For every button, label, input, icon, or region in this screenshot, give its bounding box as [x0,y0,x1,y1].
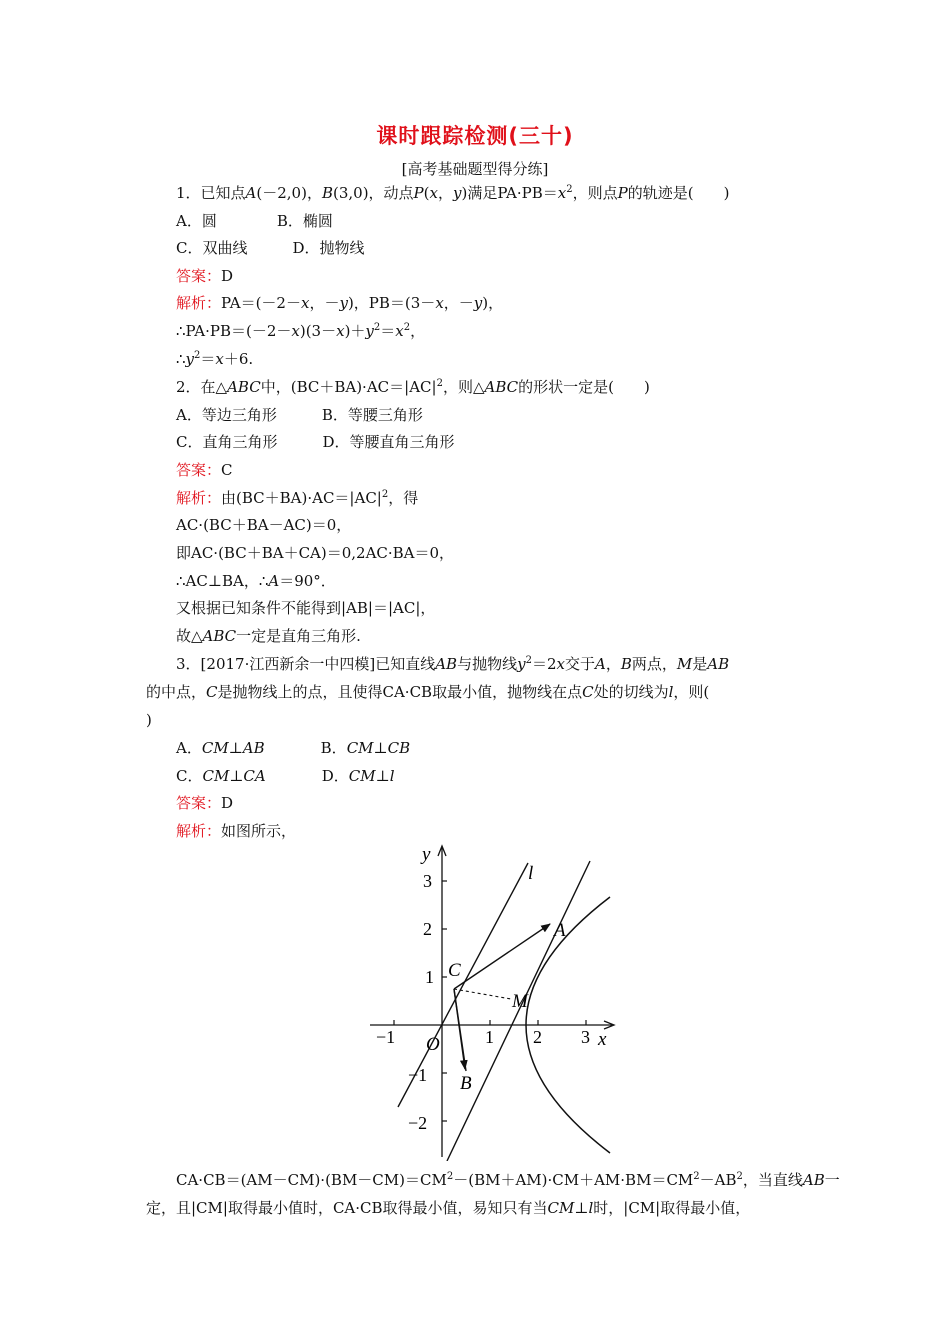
point-m-label: M [512,991,528,1012]
q1-options-ab: A．圆 B．椭圆 [176,212,333,230]
x-tick-label: 1 [485,1027,494,1047]
x-tick-label: −1 [376,1027,396,1047]
y-tick-label: −2 [408,1113,428,1133]
line-l-label: l [528,863,534,884]
x-tick-label: 3 [581,1027,590,1047]
q2-solution-6: 故△ABC一定是直角三角形. [176,627,361,645]
q1-options-cd: C．双曲线 D．抛物线 [176,239,365,257]
q2-solution-3: 即AC·(BC＋BA＋CA)＝0,2AC·BA＝0， [176,544,455,562]
section-subtitle: [高考基础题型得分练] [401,160,549,178]
q1-solution-2: $\therefore PA\cdot PB=(-2-x)(3-x)+y^2=x^2$， [176,322,426,340]
page-title: 课时跟踪检测(三十) [376,124,574,148]
q2-answer: 答案：C [176,461,233,479]
y-tick-label: 1 [425,967,434,987]
q3-options-cd: C．CM⊥CA D．CM⊥l [176,767,395,785]
q1-stem: 1．已知点A(－2,0)，B(3,0)，动点P(x，y)满足$PA\cdot PB=x^2$，则点P的轨迹是( ) [176,184,730,202]
q1-solution-3: $\therefore y^2=x+6$. [176,350,254,368]
q3-solution-intro: 解析：如图所示， [176,822,297,840]
segment-cb [454,989,466,1071]
x-tick-label: 2 [533,1027,542,1047]
q3-stem-2: 的中点，C是抛物线上的点，且使得CA·CB取最小值，抛物线在点C处的切线为l，则( [146,683,710,701]
q2-stem: 2．在△ABC中，$(BC+BA)\cdot AC=|AC|^2$，则△ABC的形状一定是( ) [176,378,650,396]
q2-solution-1: 解析：由$(BC+BA)\cdot AC=|AC|^2$，得 [176,489,419,507]
parabola-figure [368,843,618,1161]
q3-answer: 答案：D [176,794,234,812]
y-axis-label: y [422,844,431,865]
q2-options-ab: A．等边三角形 B．等腰三角形 [176,406,423,424]
q3-stem-3: ) [146,711,152,729]
q1-answer: 答案：D [176,267,234,285]
q3-solution-formula-1: $CA\cdot CB=(AM-CM)\cdot(BM-CM)=CM^2-(BM+AM)\cdot CM+AM\cdot BM=CM^2-AB^2$，当直线AB一 [176,1171,840,1189]
segment-cm-dashed [454,989,511,999]
q2-solution-4: ∴AC⊥BA，∴A＝90°． [176,572,336,590]
point-b-label: B [460,1073,472,1094]
q3-options-ab: A．CM⊥AB B．CM⊥CB [176,739,411,757]
vector-ca [454,924,550,989]
y-tick-label: 3 [423,871,432,891]
point-a-label: A [554,920,566,941]
q2-solution-2: AC·(BC＋BA－AC)＝0， [176,516,352,534]
point-c-label: C [448,960,461,981]
q3-solution-formula-2: 定，且|CM|取得最小值时，CA·CB取得最小值，易知只有当CM⊥l时，|CM|取得最小值， [146,1199,751,1217]
y-tick-label: −1 [408,1065,428,1085]
y-tick-label: 2 [423,919,432,939]
x-axis-label: x [598,1029,607,1050]
q3-stem-1: 3．[2017·江西新余一中四模]已知直线AB与抛物线$y^2=2x$交于A，B两点，M是AB [176,655,730,673]
q2-solution-5: 又根据已知条件不能得到|AB|＝|AC|， [176,599,436,617]
origin-label: O [426,1034,440,1055]
q2-options-cd: C．直角三角形 D．等腰直角三角形 [176,433,455,451]
q1-solution-1: 解析：PA＝(－2－x，－y)，PB＝(3－x，－y)， [176,294,504,312]
